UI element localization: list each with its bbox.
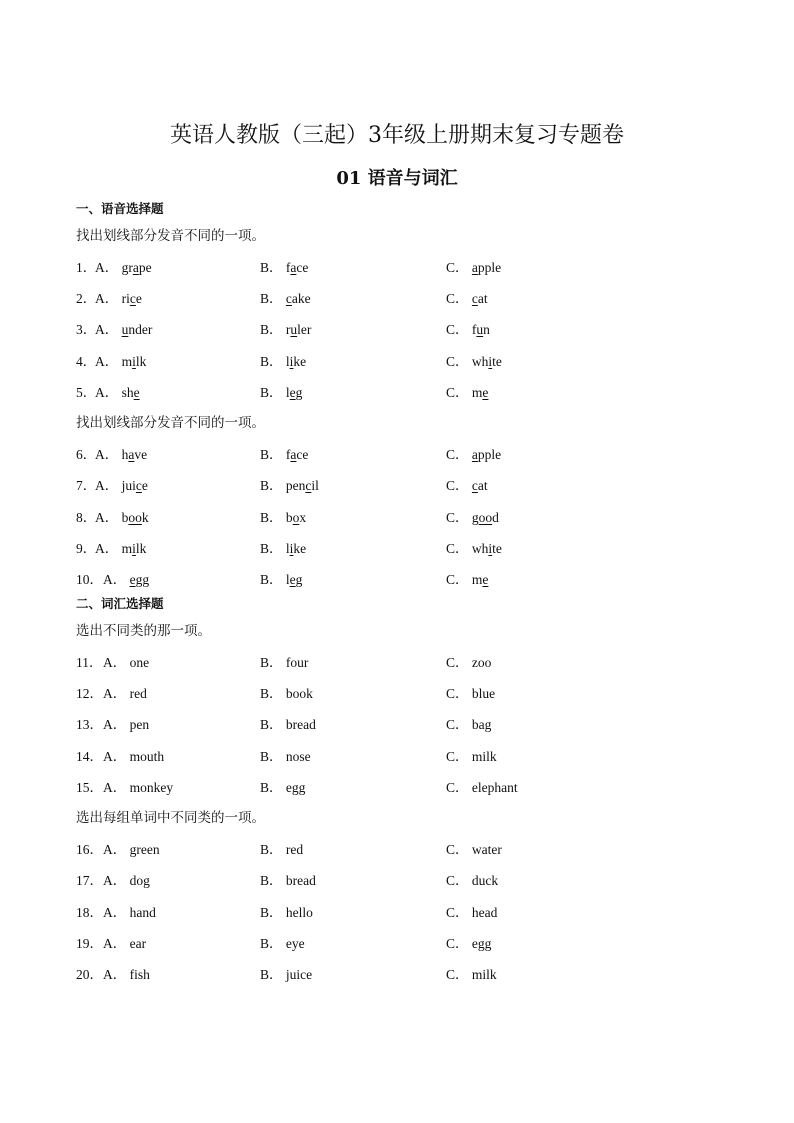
question-row [0, 651, 794, 671]
option-word: one [129, 655, 150, 670]
option-a [103, 713, 149, 733]
option-label: A． [103, 842, 130, 857]
option-label: C． [446, 717, 472, 732]
underlined-letters: e [289, 385, 296, 400]
option-label: A． [103, 967, 130, 982]
underlined-letters: e [133, 385, 140, 400]
option-c [446, 838, 502, 858]
option-a [95, 474, 148, 494]
option-c [446, 568, 488, 588]
question-row [0, 256, 794, 276]
option-word: bread [285, 873, 316, 888]
question-number: 7． [76, 478, 97, 493]
option-word: head [471, 905, 498, 920]
option-label: B． [260, 260, 286, 275]
option-c [446, 506, 499, 526]
question-row [0, 838, 794, 858]
underlined-letters: i [488, 541, 493, 556]
option-word: good [471, 510, 499, 525]
option-label: C． [446, 510, 472, 525]
option-c [446, 713, 491, 733]
option-label: A． [103, 905, 130, 920]
question-row [0, 381, 794, 401]
question-row [0, 287, 794, 307]
option-label: A． [103, 873, 130, 888]
option-word: water [471, 842, 502, 857]
option-word: fish [129, 967, 150, 982]
option-a [95, 506, 149, 526]
option-a [95, 381, 140, 401]
option-label: C． [446, 749, 472, 764]
section-heading-phonics: 一、语音选择题 [76, 201, 164, 216]
question-number: 3． [76, 322, 97, 337]
option-b [260, 651, 308, 671]
option-label: B． [260, 905, 286, 920]
option-a [103, 776, 173, 796]
option-label: B． [260, 541, 286, 556]
option-word: bread [285, 717, 316, 732]
option-word: hello [285, 905, 313, 920]
option-label: B． [260, 842, 286, 857]
option-b [260, 287, 311, 307]
option-label: C． [446, 354, 472, 369]
option-c [446, 651, 491, 671]
question-row [0, 318, 794, 338]
option-label: B． [260, 385, 286, 400]
option-c [446, 350, 502, 370]
option-label: C． [446, 905, 472, 920]
option-word: face [285, 447, 309, 462]
instruction-vocabulary-2: 选出每组单词中不同类的一项。 [76, 810, 265, 826]
option-word: dog [129, 873, 150, 888]
question-row [0, 682, 794, 702]
option-label: B． [260, 873, 286, 888]
option-label: C． [446, 572, 472, 587]
question-row [0, 537, 794, 557]
underlined-letters: c [129, 291, 136, 306]
option-label: C． [446, 873, 472, 888]
underlined-letters: i [488, 354, 493, 369]
option-word: milk [121, 541, 147, 556]
option-a [95, 256, 152, 276]
option-word: milk [121, 354, 147, 369]
option-a [95, 443, 147, 463]
option-a [103, 963, 150, 983]
option-label: A． [103, 655, 130, 670]
instruction-phonics-1: 找出划线部分发音不同的一项。 [76, 228, 265, 244]
option-label: A． [103, 780, 130, 795]
option-label: B． [260, 936, 286, 951]
underlined-letters: c [135, 478, 142, 493]
option-label: B． [260, 780, 286, 795]
option-label: B． [260, 717, 286, 732]
option-label: A． [95, 291, 122, 306]
question-row [0, 932, 794, 952]
option-word: white [471, 354, 502, 369]
underlined-letters: a [132, 260, 139, 275]
question-row [0, 776, 794, 796]
option-c [446, 256, 501, 276]
underlined-letters: u [121, 322, 129, 337]
option-c [446, 537, 502, 557]
question-number: 5． [76, 385, 97, 400]
underlined-letters: oo [128, 510, 142, 525]
underlined-letters: c [285, 291, 292, 306]
underlined-letters: i [289, 354, 294, 369]
option-b [260, 838, 303, 858]
option-word: leg [285, 572, 303, 587]
option-word: egg [285, 780, 306, 795]
question-number: 17． [76, 873, 103, 888]
option-label: C． [446, 936, 472, 951]
question-row [0, 506, 794, 526]
option-label: C． [446, 260, 472, 275]
option-b [260, 682, 313, 702]
option-label: C． [446, 478, 472, 493]
question-row [0, 713, 794, 733]
option-b [260, 568, 302, 588]
question-row [0, 869, 794, 889]
question-number: 12． [76, 686, 103, 701]
option-label: C． [446, 385, 472, 400]
underlined-letters: a [290, 447, 297, 462]
instruction-vocabulary-1: 选出不同类的那一项。 [76, 623, 211, 639]
option-word: duck [471, 873, 499, 888]
option-b [260, 256, 308, 276]
option-c [446, 443, 501, 463]
question-number: 16． [76, 842, 103, 857]
underlined-letters: c [471, 478, 478, 493]
question-number: 9． [76, 541, 97, 556]
option-word: monkey [129, 780, 174, 795]
option-word: cat [471, 291, 488, 306]
option-label: B． [260, 572, 286, 587]
question-row [0, 963, 794, 983]
option-label: A． [95, 541, 122, 556]
question-row [0, 901, 794, 921]
option-c [446, 381, 488, 401]
option-label: A． [103, 686, 130, 701]
option-label: C． [446, 541, 472, 556]
option-label: B． [260, 447, 286, 462]
option-word: she [121, 385, 140, 400]
option-word: cat [471, 478, 488, 493]
underlined-letters: u [290, 322, 298, 337]
option-word: red [129, 686, 147, 701]
instruction-phonics-2: 找出划线部分发音不同的一项。 [76, 415, 265, 431]
option-a [103, 568, 149, 588]
underlined-letters: a [290, 260, 297, 275]
underlined-letters: u [476, 322, 484, 337]
option-word: book [121, 510, 149, 525]
option-word: mouth [129, 749, 165, 764]
option-b [260, 506, 306, 526]
option-word: ruler [285, 322, 312, 337]
option-b [260, 713, 316, 733]
option-label: B． [260, 478, 286, 493]
option-c [446, 932, 491, 952]
question-number: 2． [76, 291, 97, 306]
option-c [446, 869, 498, 889]
option-b [260, 869, 316, 889]
option-word: green [129, 842, 160, 857]
option-label: C． [446, 447, 472, 462]
option-b [260, 745, 311, 765]
option-word: rice [121, 291, 142, 306]
option-label: B． [260, 686, 286, 701]
option-word: blue [471, 686, 496, 701]
option-word: grape [121, 260, 152, 275]
question-number: 14． [76, 749, 103, 764]
underlined-letters: i [289, 541, 294, 556]
option-word: me [471, 385, 489, 400]
option-label: B． [260, 967, 286, 982]
option-a [103, 651, 149, 671]
option-label: A． [95, 447, 122, 462]
option-label: B． [260, 655, 286, 670]
option-word: face [285, 260, 309, 275]
option-word: juice [121, 478, 148, 493]
question-number: 13． [76, 717, 103, 732]
option-c [446, 287, 488, 307]
underlined-letters: o [292, 510, 300, 525]
option-word: milk [471, 967, 497, 982]
option-c [446, 963, 497, 983]
section-heading-vocabulary: 二、词汇选择题 [76, 596, 164, 611]
option-label: B． [260, 291, 286, 306]
option-a [95, 537, 146, 557]
question-number: 6． [76, 447, 97, 462]
option-word: like [285, 354, 307, 369]
option-label: B． [260, 749, 286, 764]
question-row [0, 568, 794, 588]
option-label: C． [446, 655, 472, 670]
option-label: C． [446, 686, 472, 701]
option-label: C． [446, 967, 472, 982]
option-a [103, 682, 147, 702]
option-label: C． [446, 322, 472, 337]
option-b [260, 537, 306, 557]
underlined-letters: e [289, 572, 296, 587]
underlined-letters: c [305, 478, 312, 493]
option-word: cake [285, 291, 311, 306]
option-b [260, 443, 308, 463]
option-b [260, 318, 311, 338]
option-word: under [121, 322, 153, 337]
option-word: leg [285, 385, 303, 400]
option-label: B． [260, 510, 286, 525]
option-b [260, 932, 305, 952]
underlined-letters: i [132, 354, 136, 369]
option-word: box [285, 510, 307, 525]
underlined-letters: a [471, 260, 478, 275]
option-word: eye [285, 936, 305, 951]
option-word: nose [285, 749, 311, 764]
option-c [446, 682, 495, 702]
option-a [103, 932, 146, 952]
option-a [103, 869, 150, 889]
option-word: book [285, 686, 313, 701]
option-label: B． [260, 354, 286, 369]
underlined-letters: a [471, 447, 478, 462]
option-word: red [285, 842, 304, 857]
question-number: 10． [76, 572, 103, 587]
option-word: have [121, 447, 148, 462]
option-word: apple [471, 447, 502, 462]
question-number: 1． [76, 260, 97, 275]
option-c [446, 318, 490, 338]
option-a [95, 318, 152, 338]
underlined-letters: e [482, 385, 489, 400]
option-c [446, 776, 518, 796]
question-number: 4． [76, 354, 97, 369]
underlined-letters: oo [478, 510, 493, 525]
option-b [260, 474, 319, 494]
option-word: pen [129, 717, 150, 732]
page-title: 英语人教版（三起）3年级上册期末复习专题卷 [170, 123, 624, 148]
option-label: A． [95, 478, 122, 493]
question-number: 20． [76, 967, 103, 982]
option-word: ear [129, 936, 147, 951]
question-row [0, 443, 794, 463]
option-a [95, 350, 146, 370]
option-b [260, 381, 302, 401]
option-b [260, 963, 312, 983]
option-a [103, 901, 156, 921]
option-label: A． [95, 385, 122, 400]
option-word: zoo [471, 655, 492, 670]
option-word: hand [129, 905, 156, 920]
question-row [0, 474, 794, 494]
underlined-letters: i [132, 541, 136, 556]
option-label: C． [446, 780, 472, 795]
question-row [0, 350, 794, 370]
option-word: pencil [285, 478, 319, 493]
option-label: C． [446, 842, 472, 857]
option-label: A． [103, 749, 130, 764]
option-c [446, 745, 497, 765]
option-word: me [471, 572, 489, 587]
option-label: C． [446, 291, 472, 306]
option-a [103, 838, 160, 858]
option-word: elephant [471, 780, 518, 795]
option-b [260, 776, 305, 796]
option-word: egg [129, 572, 150, 587]
question-number: 15． [76, 780, 103, 795]
page-subtitle: 01 语音与词汇 [336, 168, 458, 189]
question-number: 19． [76, 936, 103, 951]
option-a [103, 745, 164, 765]
option-word: egg [471, 936, 492, 951]
option-word: like [285, 541, 307, 556]
option-word: four [285, 655, 309, 670]
option-label: A． [95, 260, 122, 275]
option-word: juice [285, 967, 313, 982]
option-label: A． [103, 572, 130, 587]
option-word: apple [471, 260, 502, 275]
option-label: A． [95, 322, 122, 337]
question-number: 8． [76, 510, 97, 525]
option-word: bag [471, 717, 492, 732]
option-label: A． [103, 717, 130, 732]
option-word: white [471, 541, 502, 556]
option-word: fun [471, 322, 490, 337]
underlined-letters: a [128, 447, 135, 462]
option-word: milk [471, 749, 497, 764]
option-label: B． [260, 322, 286, 337]
option-c [446, 474, 488, 494]
option-label: A． [95, 510, 122, 525]
option-b [260, 901, 313, 921]
option-c [446, 901, 497, 921]
question-number: 11． [76, 655, 103, 670]
option-a [95, 287, 142, 307]
underlined-letters: e [129, 572, 136, 587]
option-label: A． [95, 354, 122, 369]
question-number: 18． [76, 905, 103, 920]
option-label: A． [103, 936, 130, 951]
underlined-letters: e [482, 572, 489, 587]
option-b [260, 350, 306, 370]
underlined-letters: c [471, 291, 478, 306]
question-row [0, 745, 794, 765]
